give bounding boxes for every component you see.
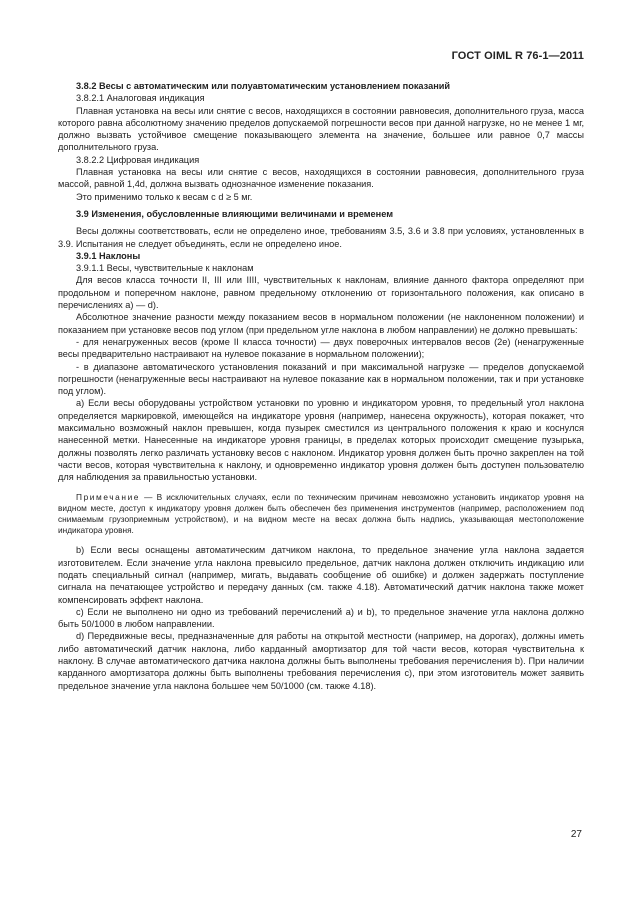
section-heading-3-9-1: 3.9.1 Наклоны bbox=[76, 250, 141, 261]
list-item: - в диапазоне автоматического установления показаний и при максимальной нагрузке — пределов допускаемой погрешности (ненагруженные весы настраивают на нулевое показание как в нормальном положении, так и при установке под углом). bbox=[58, 361, 584, 397]
section-heading-3-8-2: 3.8.2 Весы с автоматическим или полуавтоматическим установлением показаний bbox=[76, 81, 451, 91]
list-item-c: c) Если не выполнено ни одно из требований перечислений а) и b), то предельное значение угла наклона должно быть 50/1000 в любом направлении. bbox=[58, 606, 584, 630]
body-paragraph: Это применимо только к весам с d ≥ 5 мг. bbox=[76, 191, 253, 202]
note-label: Примечание bbox=[76, 491, 141, 502]
list-item-a: а) Если весы оборудованы устройством установки по уровню и индикатором уровня, то предельный угол наклона определяется маркировкой, имеющейся на индикаторе уровня (например, нанесена окружность), которая покажет, что максимально возможный наклон превышен, когда пузырек сместился из центрального положения к краю и коснулся нанесенной метки. Нанесенные на индикаторе уровня границы, в пределах которых происходит смещение пузырька, должны позволять легко различать установку весов с наклоном. Индикатор уровня должен быть прочно закреплен на той части весов, которая чувствительна к наклону, и одновременно индикатор уровня должен быть доступен пользователю для наблюдения за правильностью установки. bbox=[58, 398, 584, 483]
list-item: - для ненагруженных весов (кроме II класса точности) — двух поверочных интервалов весов (2е) (ненагруженные весы предварительно настраивают на нулевое показание в нормальном положении); bbox=[58, 336, 584, 360]
list-item-b: b) Если весы оснащены автоматическим датчиком наклона, то предельное значение угла наклона задается изготовителем. Если значение угла наклона превысило предельное, датчик наклона должен отключить индикацию или подать специальный сигнал (например, мигать, выдавать сообщение об ошибке) и должен задержать поступление сигнала на печатающее устройство и передачу данных (см. также 4.18). Автоматический датчик наклона также может компенсировать эффект наклона. bbox=[58, 545, 584, 605]
subsection-heading-3-8-2-2: 3.8.2.2 Цифровая индикация bbox=[76, 154, 200, 165]
body-paragraph: Плавная установка на весы или снятие с весов, находящихся в состоянии равновесия, дополнительного груза, масса которого равна абсолютному значению пределов допускаемой погрешности весов при данной нагрузке, но не менее 1 мг, должно вызвать устойчивое смещение показывающего элемента на значение, большее или равное 0,7 массы дополнительного груза. bbox=[58, 105, 584, 153]
subsection-heading-3-9-1-1: 3.9.1.1 Весы, чувствительные к наклонам bbox=[76, 263, 254, 274]
list-item-d: d) Передвижные весы, предназначенные для работы на открытой местности (например, на дорогах), должны иметь либо автоматический датчик наклона, либо карданный амортизатор для той части весов, которая чувствительна к наклону. В случае автоматического датчика наклона должны быть выполнены требования перечисления b). При наличии карданного амортизатора должны быть выполнены требования перечисления с), при этом изготовитель может заявить предельное значение угла наклона большее чем 50/1000 (см. также 4.18). bbox=[58, 631, 584, 691]
document-body bbox=[58, 80, 584, 692]
page-number: 27 bbox=[570, 829, 582, 840]
body-paragraph: Плавная установка на весы или снятие с весов, находящихся в состоянии равновесия, дополнительного груза массой, равной 1,4d, должна вызвать однозначное изменение показания. bbox=[58, 167, 584, 190]
subsection-heading-3-8-2-1: 3.8.2.1 Аналоговая индикация bbox=[76, 93, 205, 104]
note-text: — В исключительных случаях, если по техническим причинам невозможно установить индикатор уровня на видном месте, доступ к индикатору уровня должен быть обеспечен без применения инструментов (например, расположением под снимаемым грузоприемным устройством), и на видном месте на весах должна быть надпись, указывающая местоположение индикатора уровня. bbox=[58, 491, 584, 536]
body-paragraph: Для весов класса точности II, III или IIII, чувствительных к наклонам, влияние данного фактора определяют при продольном и поперечном наклоне, равном предельному отклонению от горизонтального положения, как описано в перечислениях а) — d). bbox=[58, 275, 584, 311]
standard-header: ГОСТ OIML R 76-1—2011 bbox=[451, 50, 584, 62]
body-paragraph: Абсолютное значение разности между показанием весов в нормальном положении (не наклоненном положении) и показанием при установке весов под углом (при предельном угле наклона в любом направлении) не должно превышать: bbox=[58, 312, 584, 335]
note-paragraph bbox=[58, 492, 584, 537]
section-heading-3-9: 3.9 Изменения, обусловленные влияющими величинами и временем bbox=[76, 208, 393, 219]
body-paragraph: Весы должны соответствовать, если не определено иное, требованиям 3.5, 3.6 и 3.8 при условиях, установленных в 3.9. Испытания не следует объединять, если не определено иное. bbox=[58, 226, 584, 249]
